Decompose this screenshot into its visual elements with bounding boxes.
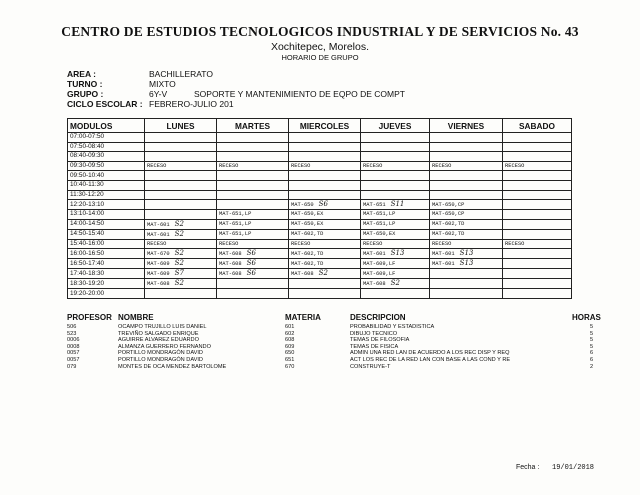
class-code: MAT-650,EX (363, 231, 396, 238)
class-code: RECESO (432, 163, 452, 170)
col-header-viernes: VIERNES (430, 119, 503, 133)
handwritten-room-note: S2 (174, 229, 184, 238)
teacher-name: AGUIRRE ALVAREZ EDUARDO (118, 337, 199, 344)
schedule-cell (289, 171, 361, 181)
teacher-horas: 5 (590, 337, 594, 344)
schedule-cell (289, 219, 361, 229)
class-code: MAT-608 (219, 261, 242, 268)
class-code: MAT-650 (291, 202, 314, 209)
teacher-desc: ACT LOS REC DE LA RED LAN CON BASE A LAS COND Y RE (350, 357, 511, 363)
class-code: RECESO (291, 163, 311, 170)
handwritten-room-note: S2 (174, 259, 184, 268)
class-code: MAT-670 (147, 251, 170, 258)
schedule-cell (145, 142, 217, 152)
time-slot: 12:20-13:10 (68, 200, 145, 210)
schedule-row (68, 239, 572, 249)
col-header-profesor: PROFESOR (67, 313, 112, 322)
schedule-cell (430, 200, 503, 210)
schedule-cell (430, 289, 503, 299)
schedule-row (68, 180, 572, 190)
schedule-cell (503, 269, 572, 279)
class-code: MAT-651 (363, 202, 386, 209)
class-code: RECESO (432, 241, 452, 248)
class-code: MAT-609 (147, 271, 170, 278)
time-slot: 18:30-19:20 (68, 279, 145, 289)
schedule-row (68, 219, 572, 229)
teacher-horas: 6 (590, 357, 594, 363)
fecha-label: Fecha : (516, 464, 540, 471)
schedule-cell (217, 249, 289, 259)
schedule-cell (217, 210, 289, 220)
time-slot: 09:50-10:40 (68, 171, 145, 181)
schedule-cell (217, 229, 289, 239)
schedule-cell (361, 210, 430, 220)
class-code: MAT-601 (147, 231, 170, 238)
schedule-cell (430, 269, 503, 279)
schedule-cell (361, 229, 430, 239)
document-subtitle: HORARIO DE GRUPO (281, 53, 359, 62)
class-code: MAT-650,CP (432, 201, 465, 208)
schedule-cell (289, 210, 361, 220)
teacher-name: TREVIÑO SALGADO ENRIQUE (118, 330, 199, 337)
class-code: MAT-602,TD (432, 231, 465, 238)
teacher-id: 523 (67, 330, 77, 337)
schedule-cell (361, 249, 430, 259)
handwritten-room-note: S6 (318, 200, 328, 209)
schedule-cell (289, 133, 361, 143)
schedule-cell (361, 190, 430, 200)
teacher-id: 079 (67, 363, 77, 370)
schedule-cell (217, 152, 289, 162)
teacher-id: 0057 (67, 357, 80, 363)
schedule-cell (430, 190, 503, 200)
teacher-materia: 650 (285, 350, 295, 357)
teacher-name: PORTILLO MONDRAGÓN DAVID (118, 350, 203, 357)
schedule-cell (145, 161, 217, 171)
schedule-cell (289, 161, 361, 171)
schedule-cell (145, 133, 217, 143)
schedule-cell (361, 289, 430, 299)
teacher-row (0, 364, 640, 371)
teacher-materia: 601 (285, 324, 295, 330)
class-code: MAT-609,LF (363, 270, 396, 277)
turno-value: MIXTO (149, 79, 176, 89)
class-code: MAT-601 (147, 221, 170, 228)
schedule-cell (145, 279, 217, 289)
class-code: MAT-650,EX (291, 221, 324, 228)
schedule-cell (289, 200, 361, 210)
col-header-martes: MARTES (217, 119, 289, 133)
class-code: MAT-602,TD (291, 231, 324, 238)
schedule-cell (361, 219, 430, 229)
handwritten-room-note: S13 (390, 249, 405, 258)
schedule-cell (430, 259, 503, 269)
handwritten-room-note: S7 (174, 269, 184, 278)
schedule-row (68, 259, 572, 269)
school-title: CENTRO DE ESTUDIOS TECNOLOGICOS INDUSTRIAL Y DE SERVICIOS No. 43 (61, 24, 579, 39)
schedule-row (68, 190, 572, 200)
schedule-cell (217, 259, 289, 269)
schedule-cell (217, 200, 289, 210)
schedule-cell (430, 133, 503, 143)
time-slot: 15:40-16:00 (68, 239, 145, 249)
grupo-description: SOPORTE Y MANTENIMIENTO DE EQPO DE COMPT (194, 89, 405, 99)
schedule-cell (289, 229, 361, 239)
schedule-cell (503, 239, 572, 249)
schedule-cell (145, 259, 217, 269)
class-code: MAT-609 (147, 261, 170, 268)
teacher-desc: PROBABILIDAD Y ESTADISTICA (350, 324, 435, 330)
handwritten-room-note: S6 (246, 249, 256, 258)
schedule-cell (430, 239, 503, 249)
schedule-cell (430, 210, 503, 220)
schedule-cell (145, 229, 217, 239)
schedule-row (68, 133, 572, 143)
time-slot: 09:30-09:50 (68, 161, 145, 171)
class-code: MAT-608 (219, 251, 242, 258)
schedule-cell (145, 249, 217, 259)
schedule-row (68, 249, 572, 259)
schedule-cell (145, 219, 217, 229)
schedule-row (68, 279, 572, 289)
schedule-table (67, 118, 572, 299)
col-header-modulos: MODULOS (68, 119, 145, 133)
schedule-cell (503, 180, 572, 190)
schedule-cell (289, 142, 361, 152)
schedule-cell (503, 161, 572, 171)
teacher-materia: 609 (285, 343, 295, 350)
time-slot: 14:50-15:40 (68, 229, 145, 239)
schedule-row (68, 269, 572, 279)
col-header-nombre: NOMBRE (118, 313, 154, 322)
schedule-header-row (68, 119, 572, 133)
time-slot: 19:20-20:00 (68, 289, 145, 299)
col-header-materia: MATERIA (285, 313, 321, 322)
teacher-list (0, 324, 640, 384)
schedule-cell (361, 279, 430, 289)
time-slot: 07:50-08:40 (68, 142, 145, 152)
schedule-cell (145, 171, 217, 181)
turno-label: TURNO : (67, 79, 103, 89)
class-code: MAT-608 (147, 281, 170, 288)
handwritten-room-note: S6 (246, 269, 256, 278)
time-slot: 10:40-11:30 (68, 180, 145, 190)
schedule-cell (217, 269, 289, 279)
schedule-cell (217, 133, 289, 143)
schedule-cell (503, 289, 572, 299)
schedule-cell (430, 279, 503, 289)
handwritten-room-note: S2 (174, 279, 184, 288)
schedule-row (68, 161, 572, 171)
schedule-cell (503, 249, 572, 259)
class-code: MAT-601 (363, 251, 386, 258)
time-slot: 07:00-07:50 (68, 133, 145, 143)
class-code: MAT-608 (219, 271, 242, 278)
class-code: MAT-651,LP (219, 211, 252, 218)
schedule-cell (361, 269, 430, 279)
schedule-cell (289, 190, 361, 200)
schedule-cell (145, 289, 217, 299)
schedule-row (68, 200, 572, 210)
teacher-horas: 6 (590, 350, 594, 357)
class-code: MAT-602,TD (432, 221, 465, 228)
schedule-cell (503, 219, 572, 229)
class-code: MAT-651,LP (219, 231, 252, 238)
schedule-cell (289, 152, 361, 162)
time-slot: 16:50-17:40 (68, 259, 145, 269)
schedule-cell (145, 239, 217, 249)
col-header-sabado: SABADO (503, 119, 572, 133)
schedule-cell (503, 171, 572, 181)
teacher-id: 506 (67, 324, 77, 330)
schedule-cell (145, 152, 217, 162)
schedule-cell (361, 180, 430, 190)
teacher-desc: DIBUJO TECNICO (350, 330, 398, 337)
schedule-cell (217, 279, 289, 289)
ciclo-value: FEBRERO-JULIO 201 (149, 99, 234, 109)
handwritten-room-note: S13 (459, 249, 474, 258)
time-slot: 14:00-14:50 (68, 219, 145, 229)
col-header-lunes: LUNES (145, 119, 217, 133)
teacher-horas: 5 (590, 343, 594, 350)
teacher-materia: 608 (285, 337, 295, 344)
grupo-label: GRUPO : (67, 89, 104, 99)
schedule-cell (503, 200, 572, 210)
col-header-descripcion: DESCRIPCION (350, 313, 406, 322)
class-code: MAT-602,TD (291, 250, 324, 257)
handwritten-room-note: S13 (459, 259, 474, 268)
schedule-cell (503, 210, 572, 220)
schedule-cell (289, 259, 361, 269)
schedule-cell (430, 249, 503, 259)
schedule-cell (430, 152, 503, 162)
schedule-cell (361, 171, 430, 181)
handwritten-room-note: S2 (174, 219, 184, 228)
class-code: RECESO (505, 241, 525, 248)
schedule-cell (430, 161, 503, 171)
schedule-cell (430, 142, 503, 152)
teacher-id: 0008 (67, 343, 80, 350)
handwritten-room-note: S2 (390, 279, 400, 288)
group-info (67, 70, 487, 114)
schedule-cell (217, 161, 289, 171)
teacher-name: PORTILLO MONDRAGÓN DAVID (118, 357, 203, 363)
class-code: RECESO (147, 241, 167, 248)
teacher-id: 0006 (67, 337, 80, 344)
schedule-cell (289, 279, 361, 289)
handwritten-room-note: S2 (318, 269, 328, 278)
schedule-cell (430, 219, 503, 229)
teacher-horas: 5 (590, 330, 594, 337)
teacher-id: 0057 (67, 350, 80, 357)
schedule-cell (145, 210, 217, 220)
teacher-name: OCAMPO TRUJILLO LUIS DANIEL (118, 324, 207, 330)
schedule-cell (361, 133, 430, 143)
teacher-horas: 5 (590, 324, 594, 330)
teacher-desc: CONSTRUYE-T (350, 363, 391, 370)
schedule-cell (289, 269, 361, 279)
handwritten-room-note: S6 (246, 259, 256, 268)
class-code: MAT-651,LP (363, 221, 396, 228)
ciclo-label: CICLO ESCOLAR : (67, 99, 143, 109)
class-code: RECESO (147, 163, 167, 170)
teacher-name: ALMANZA GUERRERO FERNANDO (118, 343, 211, 350)
class-code: RECESO (219, 241, 239, 248)
schedule-cell (217, 239, 289, 249)
teacher-materia: 651 (285, 357, 295, 363)
schedule-cell (361, 200, 430, 210)
schedule-cell (430, 229, 503, 239)
class-code: MAT-608 (291, 271, 314, 278)
schedule-cell (217, 142, 289, 152)
fecha-value: 19/01/2018 (552, 464, 595, 472)
grupo-value: 6Y-V (149, 89, 168, 99)
schedule-row (68, 289, 572, 299)
teacher-desc: ADMIN UNA RED LAN DE ACUERDO A LOS REC DISP Y REQ (350, 350, 510, 357)
handwritten-room-note: S2 (174, 249, 184, 258)
schedule-row (68, 142, 572, 152)
time-slot: 11:30-12:20 (68, 190, 145, 200)
class-code: MAT-650,EX (291, 211, 324, 218)
teacher-horas: 2 (590, 363, 594, 370)
area-label: AREA : (67, 69, 96, 79)
time-slot: 16:00-16:50 (68, 249, 145, 259)
schedule-cell (503, 229, 572, 239)
time-slot: 08:40-09:30 (68, 152, 145, 162)
handwritten-room-note: S11 (390, 200, 405, 209)
class-code: MAT-608 (363, 281, 386, 288)
schedule-row (68, 152, 572, 162)
schedule-cell (503, 142, 572, 152)
schedule-cell (217, 289, 289, 299)
schedule-row (68, 210, 572, 220)
teacher-materia: 670 (285, 363, 295, 370)
class-code: RECESO (505, 163, 525, 170)
teacher-materia: 602 (285, 330, 295, 337)
schedule-cell (361, 239, 430, 249)
schedule-cell (430, 171, 503, 181)
schedule-cell (503, 279, 572, 289)
class-code: RECESO (291, 241, 311, 248)
schedule-cell (361, 161, 430, 171)
schedule-cell (289, 249, 361, 259)
class-code: MAT-602,TD (291, 260, 324, 267)
schedule-cell (145, 200, 217, 210)
class-code: RECESO (363, 163, 383, 170)
teacher-desc: TEMAS DE FILOSOFIA (350, 337, 410, 344)
class-code: MAT-609,LF (363, 260, 396, 267)
area-value: BACHILLERATO (149, 69, 213, 79)
schedule-cell (503, 152, 572, 162)
teacher-desc: TEMAS DE FISICA (350, 343, 399, 350)
schedule-cell (503, 133, 572, 143)
schedule-cell (217, 171, 289, 181)
schedule-cell (503, 259, 572, 269)
time-slot: 17:40-18:30 (68, 269, 145, 279)
schedule-cell (145, 180, 217, 190)
schedule-cell (217, 219, 289, 229)
schedule-cell (361, 152, 430, 162)
col-header-miercoles: MIERCOLES (289, 119, 361, 133)
class-code: MAT-601 (432, 251, 455, 258)
col-header-jueves: JUEVES (361, 119, 430, 133)
time-slot: 13:10-14:00 (68, 210, 145, 220)
schedule-cell (289, 289, 361, 299)
schedule-cell (145, 269, 217, 279)
schedule-cell (289, 239, 361, 249)
school-location: Xochitepec, Morelos. (270, 41, 370, 53)
schedule-cell (145, 190, 217, 200)
class-code: RECESO (219, 163, 239, 170)
class-code: RECESO (363, 241, 383, 248)
class-code: MAT-650,CP (432, 211, 465, 218)
schedule-cell (503, 190, 572, 200)
class-code: MAT-601 (432, 261, 455, 268)
schedule-cell (217, 190, 289, 200)
schedule-cell (217, 180, 289, 190)
schedule-cell (430, 180, 503, 190)
teacher-name: MONTES DE OCA MENDEZ BARTOLOME (118, 363, 227, 370)
schedule-cell (361, 259, 430, 269)
schedule-cell (289, 180, 361, 190)
schedule-row (68, 171, 572, 181)
schedule-row (68, 229, 572, 239)
col-header-horas: HORAS (572, 313, 601, 322)
class-code: MAT-651,LP (363, 211, 396, 218)
schedule-cell (361, 142, 430, 152)
class-code: MAT-651,LP (219, 221, 252, 228)
